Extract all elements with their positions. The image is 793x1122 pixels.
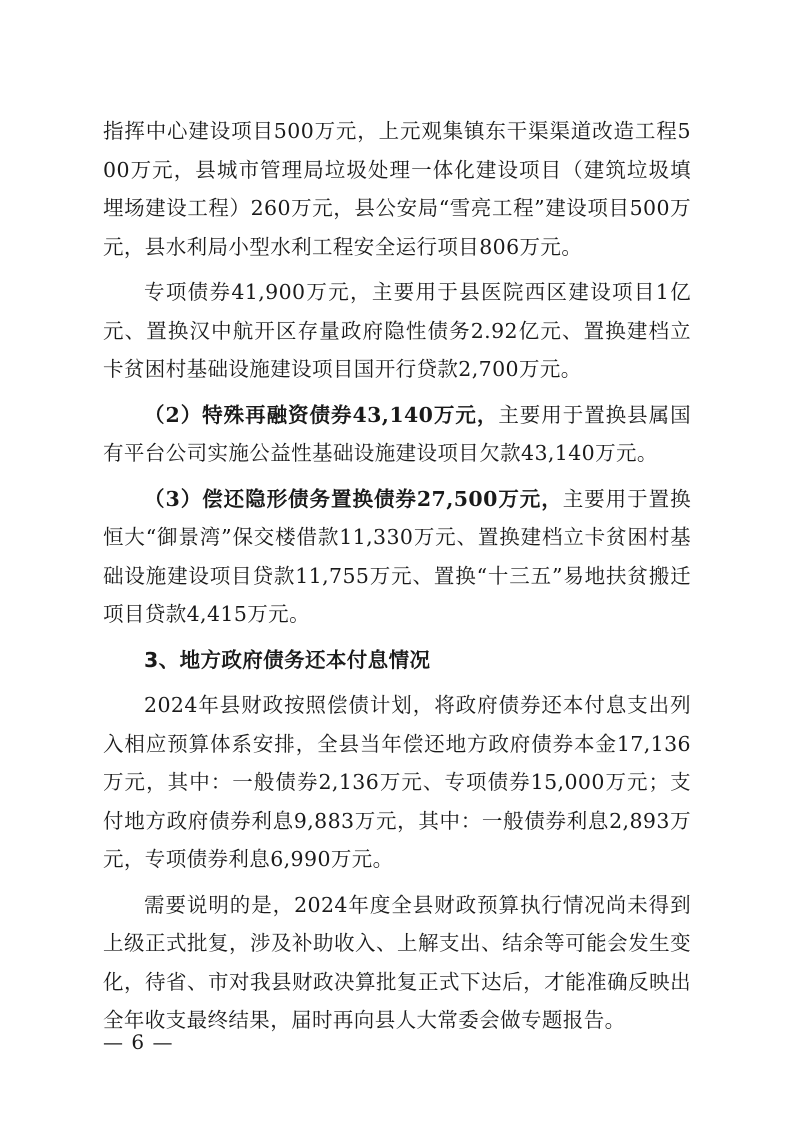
paragraph-bold-lead: （2）特殊再融资债券43,140万元， bbox=[144, 402, 499, 427]
paragraph-text: 需要说明的是，2024年度全县财政预算执行情况尚未得到上级正式批复，涉及补助收入、上解支出、结余等可能会发生变化，待省、市对我县财政决算批复正式下达后，才能准确反映出全年收支最终结果，届时再向县人大常委会做专题报告。 bbox=[103, 892, 691, 1032]
paragraph-text: 主要用于置换恒大“御景湾”保交楼借款11,330万元、置换建档立卡贫困村基础设施建设项目贷款11,755万元、置换“十三五”易地扶贫搬迁项目贷款4,415万元。 bbox=[103, 486, 691, 626]
paragraph-debt-repayment bbox=[103, 686, 691, 879]
paragraph-hidden-debt-bonds bbox=[103, 480, 691, 634]
page-number: — 6 — bbox=[103, 1030, 174, 1054]
paragraph-explanation-note bbox=[103, 886, 691, 1040]
paragraph-text: 2024年县财政按照偿债计划，将政府债券还本付息支出列入相应预算体系安排，全县当年偿还地方政府债券本金17,136万元，其中：一般债券2,136万元、专项债券15,000万元；支付地方政府债券利息9,883万元，其中：一般债券利息2,893万元，专项债券利息6,990万元。 bbox=[103, 693, 691, 871]
document-body bbox=[103, 112, 691, 1040]
paragraph-special-bonds bbox=[103, 273, 691, 389]
paragraph-refinancing-bonds bbox=[103, 396, 691, 473]
paragraph-text: 主要用于置换县属国有平台公司实施公益性基础设施建设项目欠款43,140万元。 bbox=[103, 402, 691, 465]
paragraph-bold-lead: （3）偿还隐形债务置换债券27,500万元， bbox=[144, 486, 563, 511]
paragraph-text: 指挥中心建设项目500万元，上元观集镇东干渠渠道改造工程500万元，县城市管理局垃圾处理一体化建设项目（建筑垃圾填埋场建设工程）260万元，县公安局“雪亮工程”建设项目500万元，县水利局小型水利工程安全运行项目806万元。 bbox=[103, 119, 691, 259]
paragraph-project-list bbox=[103, 112, 691, 266]
section-heading bbox=[103, 641, 691, 680]
section-heading-text: 3、地方政府债务还本付息情况 bbox=[144, 647, 431, 672]
paragraph-text: 专项债券41,900万元，主要用于县医院西区建设项目1亿元、置换汉中航开区存量政府隐性债务2.92亿元、置换建档立卡贫困村基础设施建设项目国开行贷款2,700万元。 bbox=[103, 280, 691, 381]
